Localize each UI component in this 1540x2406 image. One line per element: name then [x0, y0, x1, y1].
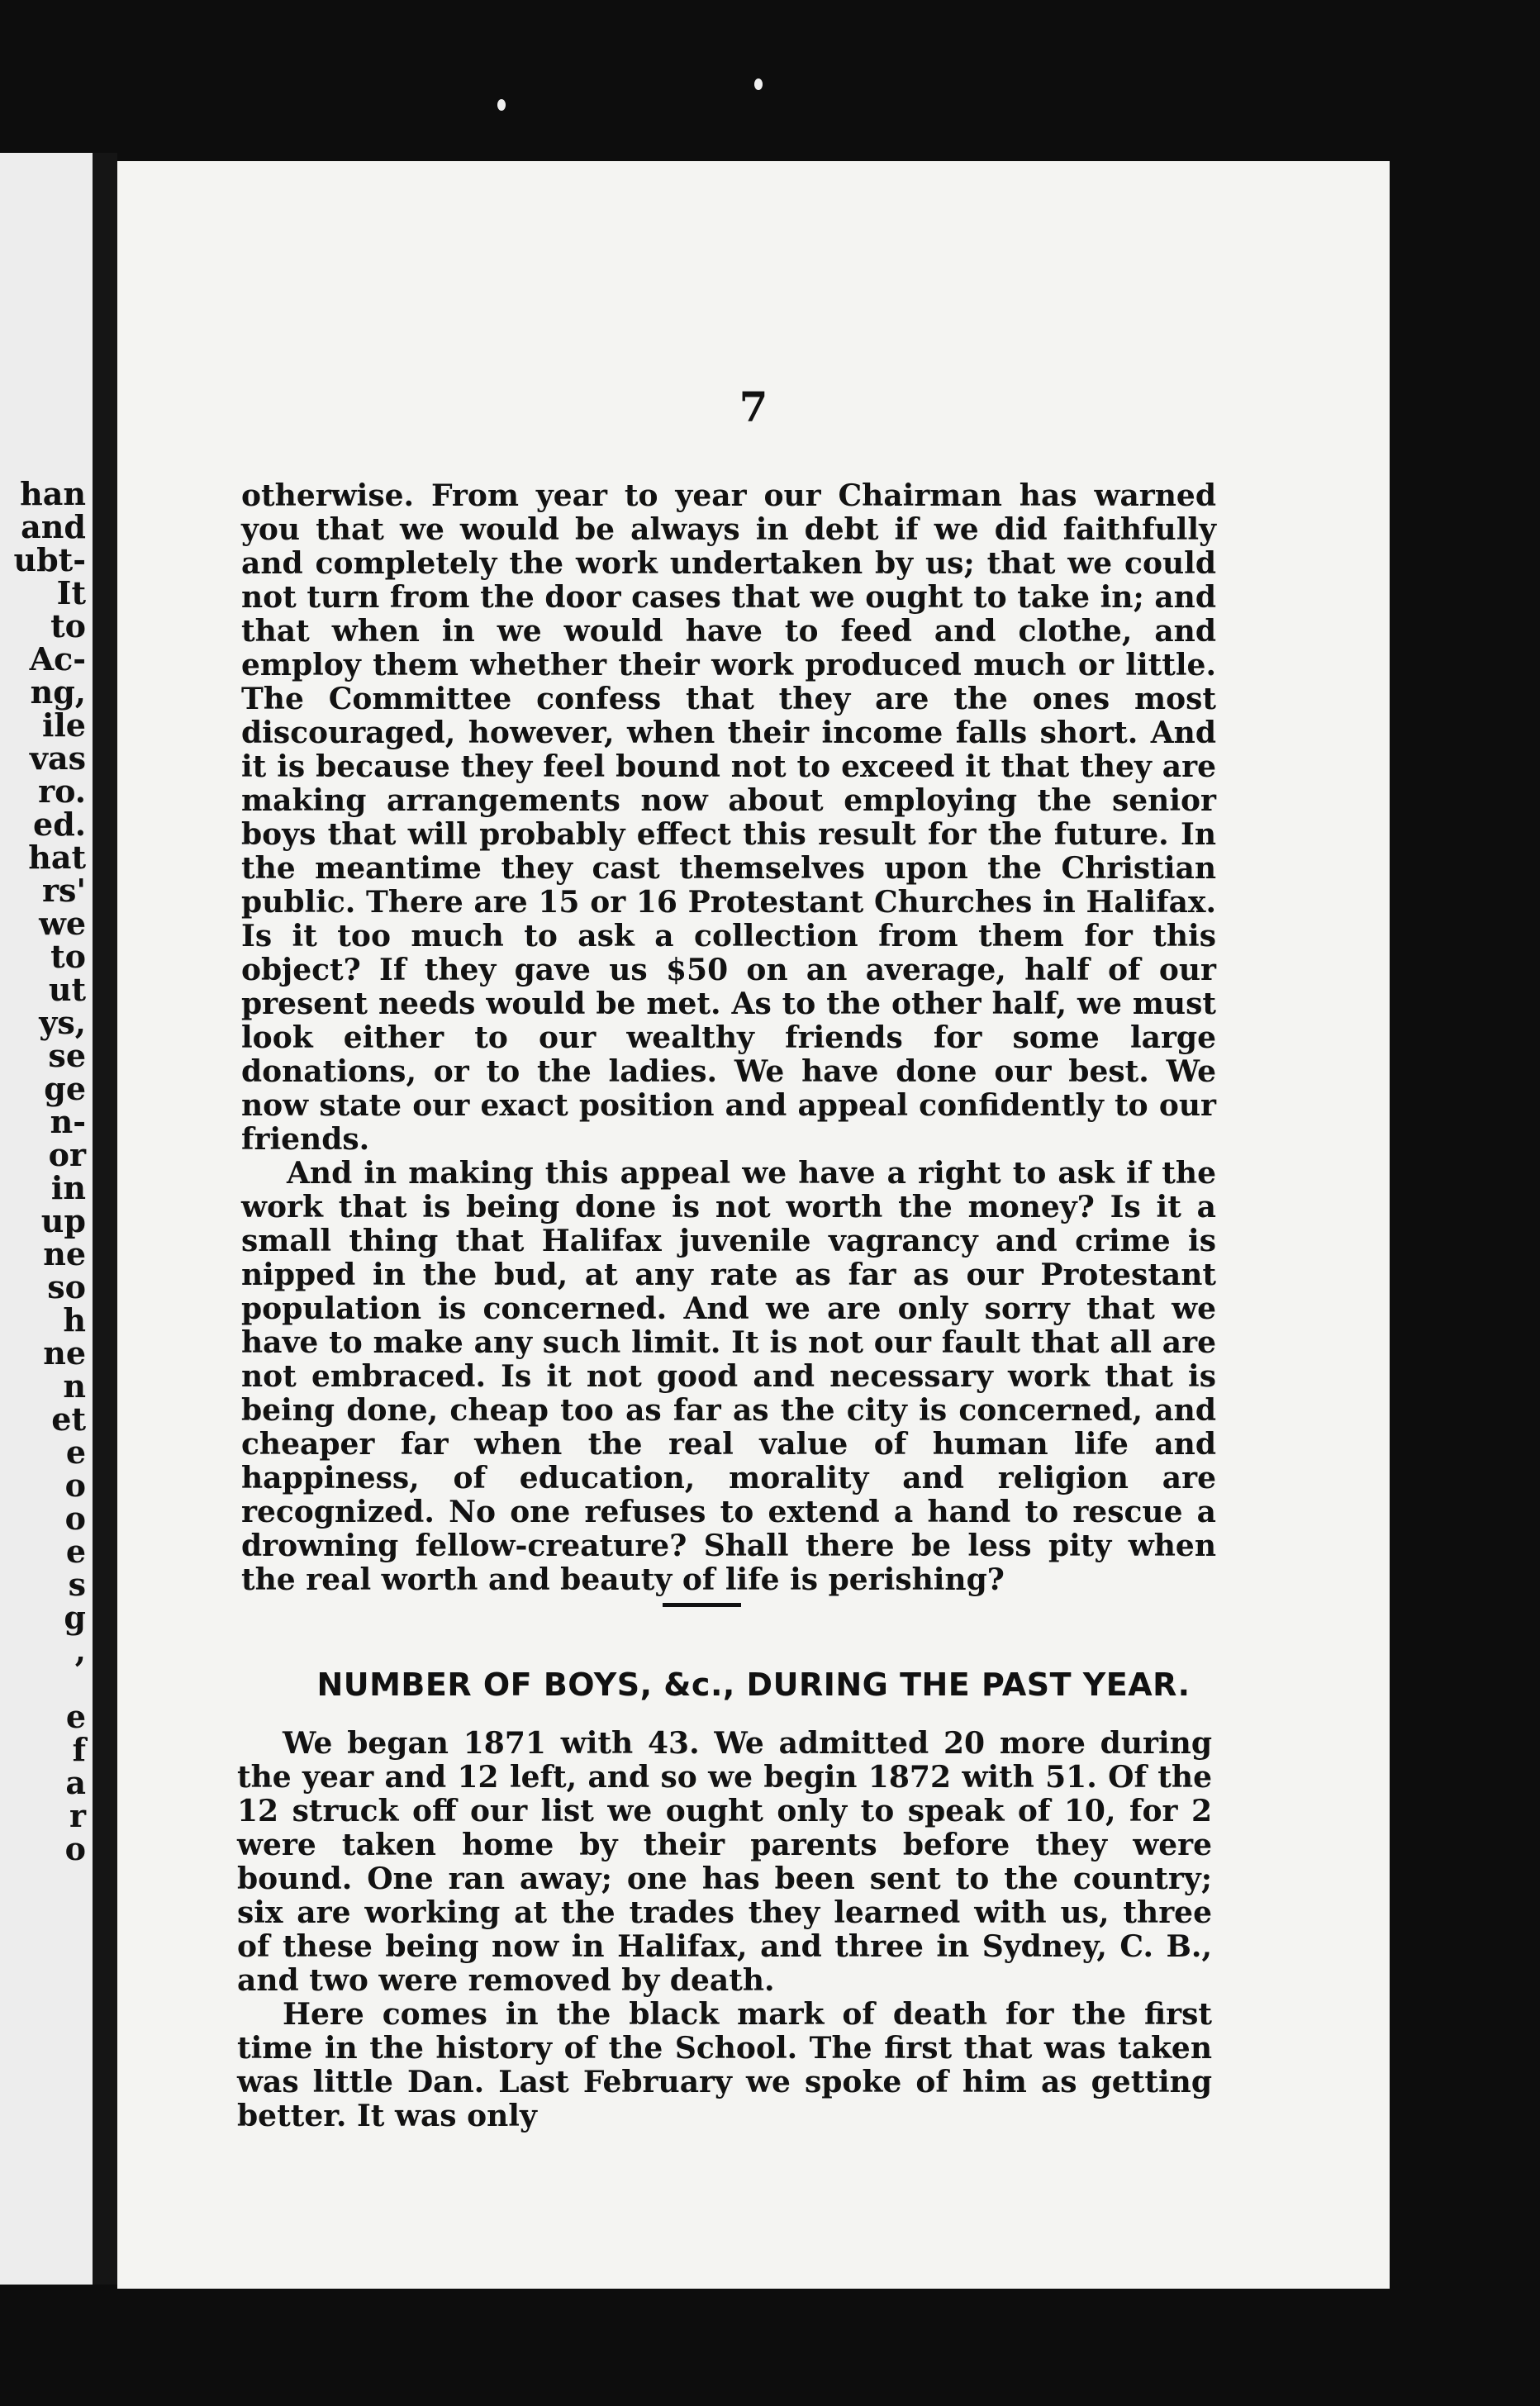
previous-page-fragment: a: [65, 1764, 86, 1801]
previous-page-fragment: ro.: [38, 773, 86, 810]
section-body-text: [237, 1727, 1212, 2133]
page-number: 7: [739, 383, 768, 431]
previous-page-fragment: and: [21, 508, 86, 545]
previous-page-edge: [0, 153, 93, 2285]
scan-background: [1390, 0, 1540, 2406]
previous-page-fragment: ,: [74, 1632, 86, 1669]
previous-page-fragment: ys,: [39, 1004, 86, 1041]
previous-page-fragment: to: [50, 938, 86, 975]
previous-page-fragment: or: [48, 1136, 86, 1173]
previous-page-text-fragments: [3, 475, 86, 1899]
book-gutter: [93, 153, 117, 2285]
scan-speck: [754, 78, 763, 90]
paragraph-1: otherwise. From year to year our Chairman has warned you that we would be always in debt if we did faithfully and completely the work undertaken by us; that we could not turn from the door cases that we ought to take in; and that when in we would have to feed and clothe, and employ them whether their work produced much or little. The Committee confess that they are the ones most discouraged, however, when their income falls short. And it is because they feel bound not to exceed it that they are making arrangements now about employing the senior boys that will probably effect this result for the future. In the meantime they cast themselves upon the Christian public. There are 15 or 16 Protestant Churches in Halifax. Is it too much to ask a collection from them for this object? If they gave us $50 on an average, half of our present needs would be met. As to the other half, we must look either to our wealthy friends for some large donations, or to the ladies. We have done our best. We now state our exact position and appeal confidently to our friends.: [241, 478, 1216, 1157]
previous-page-fragment: o: [64, 1500, 86, 1537]
previous-page-fragment: rs': [41, 872, 86, 909]
previous-page-fragment: s: [68, 1566, 86, 1603]
previous-page-fragment: ubt-: [13, 541, 86, 578]
previous-page-fragment: to: [50, 607, 86, 644]
section-heading: NUMBER OF BOYS, &c., DURING THE PAST YEAR.: [316, 1667, 1191, 1703]
previous-page-fragment: f: [72, 1731, 86, 1768]
section-divider: [663, 1603, 741, 1607]
section-paragraph-2: Here comes in the black mark of death for the first time in the history of the School. The first that was taken was little Dan. Last February we spoke of him as getting better. It was only: [237, 1997, 1212, 2133]
previous-page-fragment: in: [50, 1169, 86, 1206]
previous-page-fragment: g: [64, 1599, 86, 1636]
section-paragraph-1: We began 1871 with 43. We admitted 20 more during the year and 12 left, and so we begin 1872 with 51. Of the 12 struck off our list we ought only to speak of 10, for 2 were taken home by their parents before they were bound. One ran away; one has been sent to the country; six are working at the trades they learned with us, three of these being now in Halifax, and three in Sydney, C. B., and two were removed by death.: [237, 1726, 1212, 1998]
previous-page-fragment: we: [39, 905, 86, 942]
previous-page-fragment: ut: [48, 971, 86, 1008]
previous-page-fragment: hat: [28, 839, 86, 876]
previous-page-fragment: ne: [43, 1235, 86, 1272]
previous-page-fragment: so: [47, 1268, 86, 1305]
previous-page-fragment: e: [65, 1434, 86, 1471]
previous-page-fragment: ge: [44, 1070, 86, 1107]
previous-page-fragment: [3, 1667, 86, 1700]
previous-page-fragment: ed.: [33, 806, 86, 843]
previous-page-fragment: o: [64, 1830, 86, 1867]
previous-page-fragment: ng,: [30, 673, 86, 711]
previous-page-fragment: o: [64, 1467, 86, 1504]
previous-page-fragment: n: [63, 1367, 86, 1405]
previous-page-fragment: e: [65, 1533, 86, 1570]
paragraph-2: And in making this appeal we have a right to ask if the work that is being done is not worth the money? Is it a small thing that Halifax juvenile vagrancy and crime is nipped in the bud, at any rate as far as our Protestant population is concerned. And we are only sorry that we have to make any such limit. It is not our fault that all are not embraced. Is it not good and necessary work that is being done, cheap too as far as the city is concerned, and cheaper far when the real value of human life and happiness, of education, morality and religion are recognized. No one refuses to extend a hand to rescue a drowning fellow-creature? Shall there be less pity when the real worth and beauty of life is perishing?: [241, 1156, 1216, 1597]
previous-page-fragment: se: [48, 1037, 86, 1074]
body-text: [241, 479, 1216, 1597]
previous-page-fragment: r: [69, 1797, 86, 1834]
previous-page-fragment: vas: [29, 739, 86, 777]
previous-page-fragment: ne: [43, 1334, 86, 1372]
scan-speck: [497, 99, 506, 111]
previous-page-fragment: It: [56, 574, 86, 611]
previous-page-fragment: up: [40, 1202, 86, 1239]
previous-page-fragment: ile: [41, 706, 86, 744]
previous-page-fragment: h: [63, 1301, 86, 1339]
previous-page-fragment: han: [20, 475, 86, 512]
previous-page-fragment: e: [65, 1698, 86, 1735]
previous-page-fragment: et: [51, 1400, 86, 1438]
previous-page-fragment: n-: [50, 1103, 86, 1140]
previous-page-fragment: Ac-: [29, 640, 86, 678]
book-page: [117, 161, 1390, 2289]
previous-page-fragment: [3, 1866, 86, 1899]
